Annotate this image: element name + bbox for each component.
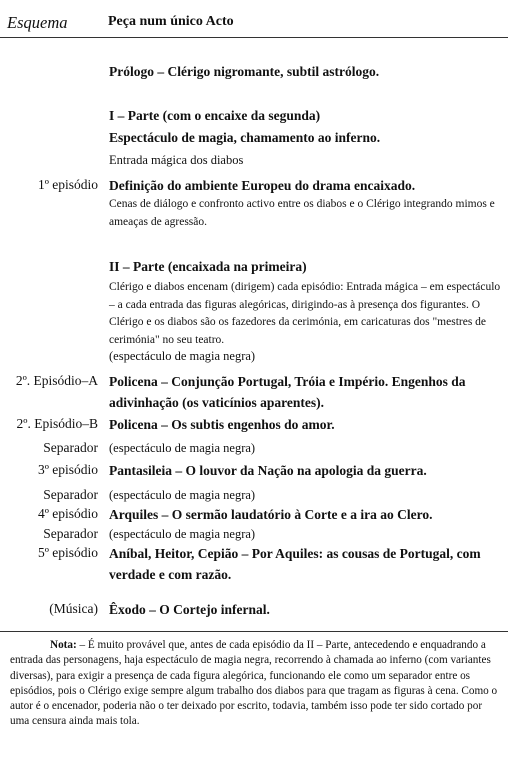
ep2b-text: Policena – Os subtis engenhos do amor.	[109, 417, 335, 432]
sep3-text: (espectáculo de magia negra)	[109, 527, 256, 541]
sep3-label: Separador	[43, 526, 98, 541]
header-divider	[0, 37, 508, 38]
ep1-title: Definição do ambiente Europeu do drama encaixado.	[109, 178, 416, 193]
header-scheme-label: Esquema	[7, 13, 68, 32]
footnote-text: – É muito provável que, antes de cada episódio da II – Parte, antecedendo e enquadrando a entrada das personagens, haja espectáculo de magia negra, recorrendo à chamada ao inferno (com variantes diversas), para exigir a presença de cada figura alegórica, funcionando ele como um separador entre os episódios, pois o Clérigo exige sempre algum trabalho dos diabos para que tragam as figuras à cena. Como o autor é o encenador, poderia não o ter deixado por escrito, todavia, também isso pode ter sido cortado por uma censura ainda mais tola.	[10, 639, 498, 728]
footnote-label: Nota:	[50, 639, 77, 651]
footnote-divider	[0, 631, 508, 632]
ep2b-label: 2º. Episódio–B	[16, 416, 98, 431]
header-title: Peça num único Acto	[108, 14, 234, 29]
sep1-label: Separador	[43, 440, 98, 455]
ep2a-text: Policena – Conjunção Portugal, Tróia e Império. Engenhos da adivinhação (os vaticínios aparentes).	[109, 374, 466, 410]
ep5-text: Aníbal, Heitor, Cepião – Por Aquiles: as cousas de Portugal, com verdade e com razão.	[109, 546, 481, 582]
sep2-label: Separador	[43, 487, 98, 502]
prologo-text: Prólogo – Clérigo nigromante, subtil astrólogo.	[109, 64, 380, 79]
footnote	[10, 638, 500, 730]
ep4-text: Arquiles – O sermão laudatório à Corte e a ira ao Clero.	[109, 507, 433, 522]
musica-label: (Música)	[49, 601, 98, 616]
parte2-magia: (espectáculo de magia negra)	[109, 349, 256, 363]
sep2-text: (espectáculo de magia negra)	[109, 488, 256, 502]
parte2-title: II – Parte (encaixada na primeira)	[109, 259, 307, 274]
ep1-label: 1º episódio	[37, 177, 98, 192]
table-header	[0, 0, 508, 38]
ep3-text: Pantasileia – O louvor da Nação na apologia da guerra.	[109, 463, 427, 478]
ep1-description: Cenas de diálogo e confronto activo entre os diabos e o Clérigo integrando mimos e ameaças de agressão.	[109, 198, 495, 228]
ep5-label: 5º episódio	[37, 545, 98, 560]
parte1-subtitle: Espectáculo de magia, chamamento ao inferno.	[109, 130, 381, 145]
parte1-title: I – Parte (com o encaixe da segunda)	[109, 108, 321, 123]
ep2a-label: 2º. Episódio–A	[15, 373, 98, 388]
sep1-text: (espectáculo de magia negra)	[109, 441, 256, 455]
ep3-label: 3º episódio	[37, 462, 98, 477]
parte1-entrada: Entrada mágica dos diabos	[109, 153, 244, 167]
exodo-text: Êxodo – O Cortejo infernal.	[109, 602, 270, 617]
parte2-description: Clérigo e diabos encenam (dirigem) cada episódio: Entrada mágica – em espectáculo – a cada entrada das figuras alegóricas, dirigindo-as à presença dos figurantes. O Clérigo e os diabos são os fazedores da cerimónia, em caricaturas dos "mestres de cerimónia" no seu teatro.	[109, 281, 501, 346]
ep4-label: 4º episódio	[37, 506, 98, 521]
